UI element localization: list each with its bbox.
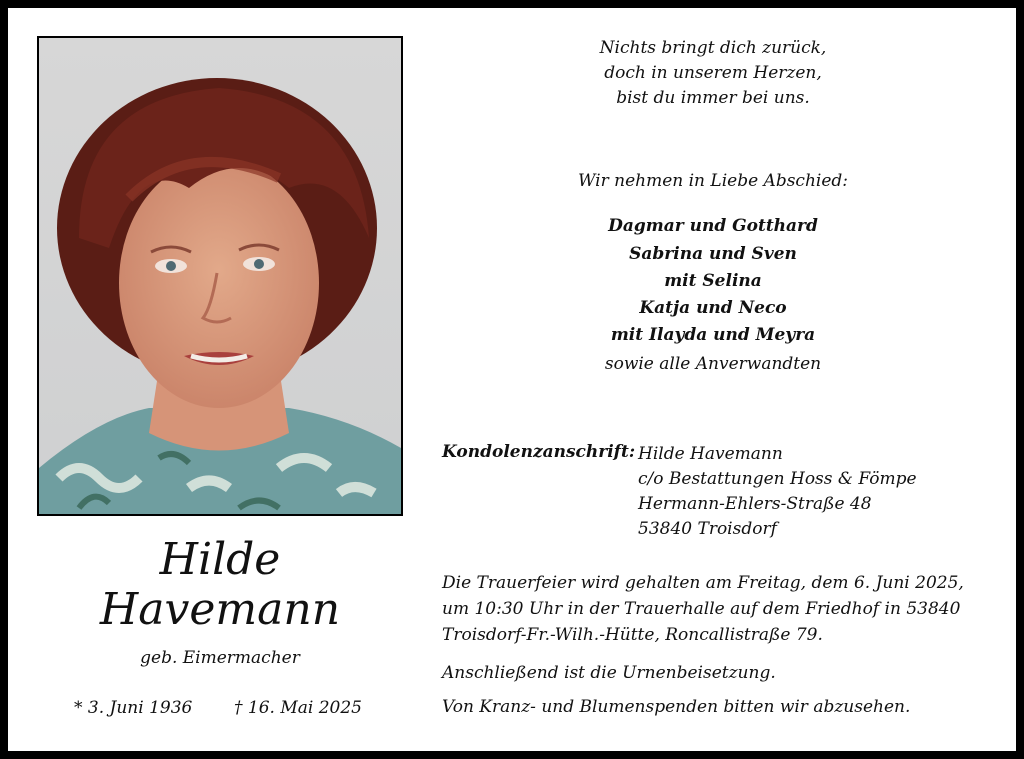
death-date: † 16. Mai 2025 [234,698,362,718]
condolence-label: Kondolenzanschrift: [442,442,636,462]
service-line: Die Trauerfeier wird gehalten am Freitag, dem 6. Juni 2025, [442,573,964,593]
portrait-photo [37,36,403,516]
address-line: c/o Bestattungen Hoss & Fömpe [638,469,917,489]
family-list [518,211,908,379]
verse-line: doch in unserem Herzen, [604,63,822,83]
verse-line: bist du immer bei uns. [616,88,810,108]
memorial-verse [563,36,863,111]
farewell-heading: Wir nehmen in Liebe Abschied: [577,171,849,191]
deceased-first-name: Hilde [159,534,281,585]
urn-notice: Anschließend ist die Urnenbeisetzung. [442,663,776,683]
address-line: Hermann-Ehlers-Straße 48 [638,494,872,514]
family-member: Dagmar und Gotthard [608,216,818,236]
portrait-illustration [39,38,401,514]
family-member: Katja und Neco [639,298,787,318]
service-notice [442,570,1002,648]
flowers-notice: Von Kranz- und Blumenspenden bitten wir abzusehen. [442,697,911,717]
deceased-last-name: Havemann [99,584,341,635]
address-line: Hilde Havemann [638,444,783,464]
condolence-address [638,442,917,542]
family-member: mit Selina [664,271,762,291]
verse-line: Nichts bringt dich zurück, [599,38,827,58]
service-line: um 10:30 Uhr in der Trauerhalle auf dem Friedhof in 53840 [442,599,961,619]
address-line: 53840 Troisdorf [638,519,777,539]
birth-date: * 3. Juni 1936 [74,698,193,718]
maiden-name: geb. Eimermacher [140,648,300,668]
family-relatives: sowie alle Anverwandten [604,354,822,374]
family-member: mit Ilayda und Meyra [610,325,816,345]
service-line: Troisdorf-Fr.-Wilh.-Hütte, Roncallistraße 79. [442,625,823,645]
family-member: Sabrina und Sven [629,244,797,264]
obituary-card [8,8,1016,751]
